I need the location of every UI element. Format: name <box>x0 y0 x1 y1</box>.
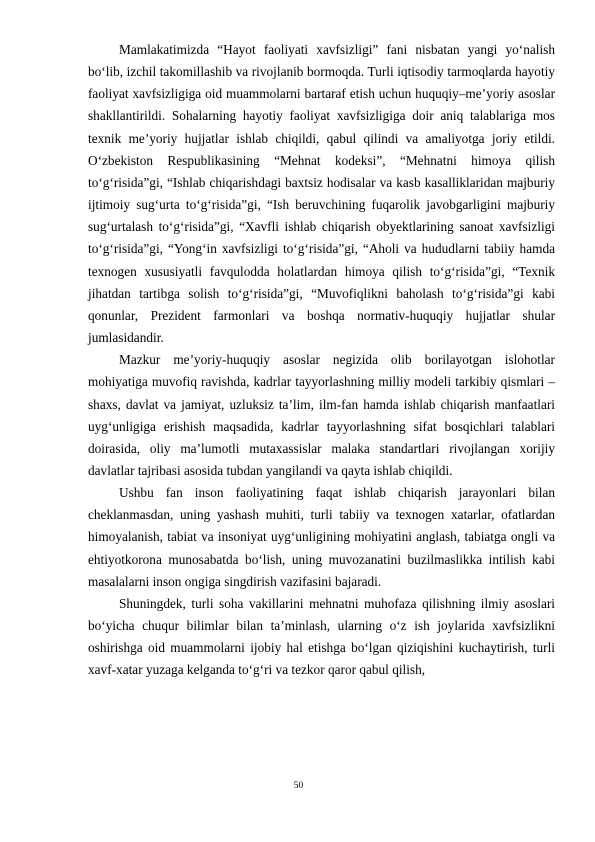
page-number: 50 <box>293 781 304 791</box>
paragraph-objectives: Shuningdek, turli soha vakillarini mehnatni muhofaza qilishning ilmiy asoslari bo‘yicha chuqur bilimlar bilan ta’minlash, ularning o‘z ish joylarida xavfsizlikni oshirishga oid muammolarni ijobiy hal etishga bo‘lgan qiziqishini kuchaytirish, turli xavf-xatar yuzaga kelganda to‘g‘ri va tezkor qaror qabul qilish, <box>88 595 555 678</box>
paragraph-intro: Mamlakatimizda “Hayot faoliyati xavfsizligi” fani nisbatan yangi yo‘nalish bo‘lib, izchil takomillashib va rivojlanib bormoqda. Turli iqtisodiy tarmoqlarda hayotiy faoliyat xavfsizligiga oid muammolarni bartaraf etish uchun huquqiy–me’yoriy asoslar shakllantirildi. Sohalarning hayotiy faoliyat xavfsizligiga doir aniq talablariga mos texnik me’yoriy hujjatlar ishlab chiqildi, qabul qilindi va amaliyotga joriy etildi. O‘zbekiston Respublikasining “Mehnat kodeksi”, “Mehnatni himoya qilish to‘g‘risida”gi, “Ishlab chiqarishdagi baxtsiz hodisalar va kasb kasalliklaridan majburiy ijtimoiy sug‘urta to‘g‘risida”gi, “Ish beruvchining fuqarolik javobgarligini majburiy sug‘urtalash to‘g‘risida”gi, “Xavfli ishlab chiqarish obyektlarining sanoat xavfsizligi to‘g‘risida”gi, “Yong‘in xavfsizligi to‘g‘risida”gi, “Aholi va hududlarni tabiiy hamda texnogen xususiyatli favqulodda holatlardan himoya qilish to‘g‘risida”gi, “Texnik jihatdan tartibga solish to‘g‘risida”gi, “Muvofiqlikni baholash to‘g‘risida”gi kabi qonunlar, Prezident farmonlari va boshqa normativ-huquqiy hujjatlar shular jumlasidandir. <box>88 42 555 346</box>
paragraph-subject-scope: Ushbu fan inson faoliyatining faqat ishlab chiqarish jarayonlari bilan cheklanmasdan, uning yashash muhiti, turli tabiiy va texnogen xatarlar, ofatlardan himoyalanish, tabiat va insoniyat uyg‘unligining mohiyatini anglash, tabiatga ongli va ehtiyotkorona munosabatda bo‘lish, uning muvozanatini buzilmaslikka intilish kabi masalalarni inson ongiga singdirish vazifasini bajaradi. <box>88 485 555 589</box>
paragraph-reforms: Mazkur me’yoriy-huquqiy asoslar negizida olib borilayotgan islohotlar mohiyatiga muvofiq ravishda, kadrlar tayyorlashning milliy modeli tarkibiy qismlari – shaxs, davlat va jamiyat, uzluksiz ta’lim, ilm-fan hamda ishlab chiqarish manfaatlari uyg‘unligiga erishish maqsadida, kadrlar tayyorlashning sifat bosqichlari talablari doirasida, oliy ma’lumotli mutaxassislar malaka standartlari rivojlangan xorijiy davlatlar tajribasi asosida tubdan yangilandi va qayta ishlab chiqildi. <box>88 352 555 478</box>
body-text <box>88 39 555 682</box>
